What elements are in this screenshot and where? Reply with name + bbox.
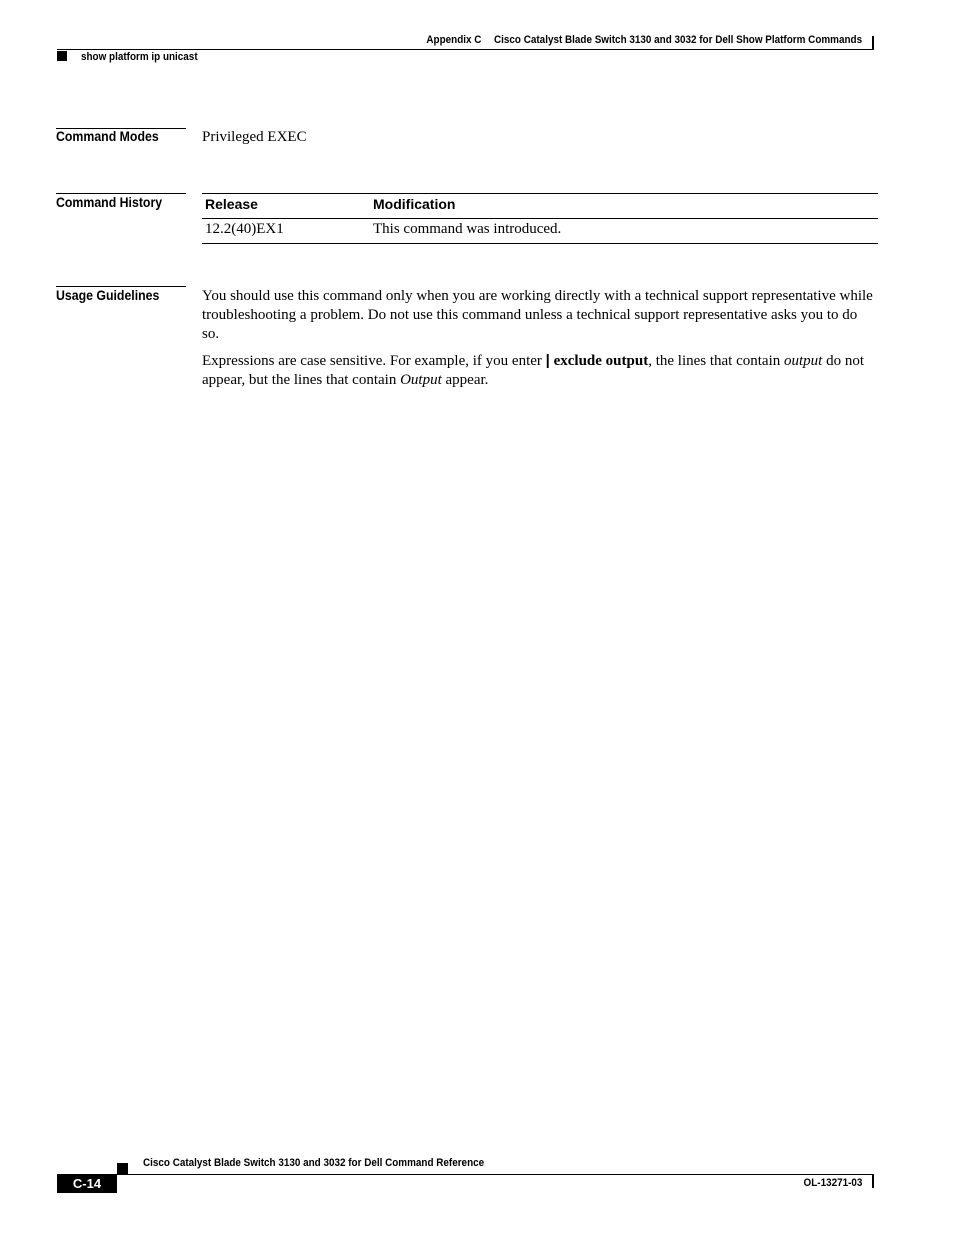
command-modes-label: Command Modes — [56, 128, 159, 144]
footer-rule — [57, 1174, 874, 1175]
p2-text-a: Expressions are case sensitive. For example, if you enter — [202, 353, 546, 369]
pipe-symbol: | — [545, 352, 550, 369]
usage-paragraph-2 — [202, 351, 878, 390]
command-history-table — [202, 193, 878, 244]
page-number: C-14 — [57, 1174, 117, 1193]
appendix-label: Appendix C — [426, 34, 482, 46]
output-lowercase-term: output — [784, 353, 823, 369]
usage-paragraph-1: You should use this command only when you are working directly with a technical support representative while troubleshooting a problem. Do not use this command unless a technical support representative asks you to do so. — [202, 288, 873, 342]
exclude-output-keyword: exclude output — [553, 353, 649, 369]
header-tick-mark — [872, 36, 874, 50]
running-header-command: show platform ip unicast — [81, 51, 198, 63]
column-header-release: Release — [202, 194, 370, 219]
chapter-title: Cisco Catalyst Blade Switch 3130 and 3032 for Dell Show Platform Commands — [493, 34, 862, 46]
document-number: OL-13271-03 — [803, 1177, 862, 1189]
column-header-modification: Modification — [370, 194, 878, 219]
command-history-label: Command History — [56, 194, 163, 210]
modification-cell: This command was introduced. — [370, 219, 878, 244]
footer-book-title: Cisco Catalyst Blade Switch 3130 and 3032 for Dell Command Reference — [143, 1157, 485, 1169]
usage-guidelines-label: Usage Guidelines — [56, 287, 160, 303]
output-capitalized-term: Output — [400, 372, 442, 388]
running-header-chapter — [426, 34, 862, 46]
p2-text-b: , the lines that contain — [648, 353, 785, 369]
table-row — [202, 219, 878, 244]
header-square-marker — [57, 51, 67, 61]
command-modes-value: Privileged EXEC — [202, 129, 307, 145]
table-header-row — [202, 194, 878, 219]
header-rule — [57, 49, 874, 50]
release-cell: 12.2(40)EX1 — [202, 219, 370, 244]
footer-square-marker — [117, 1163, 128, 1174]
p2-text-c: do not appear, but the lines that contain — [202, 353, 865, 388]
footer-tick-mark — [872, 1174, 874, 1188]
p2-text-d: appear. — [441, 372, 489, 388]
